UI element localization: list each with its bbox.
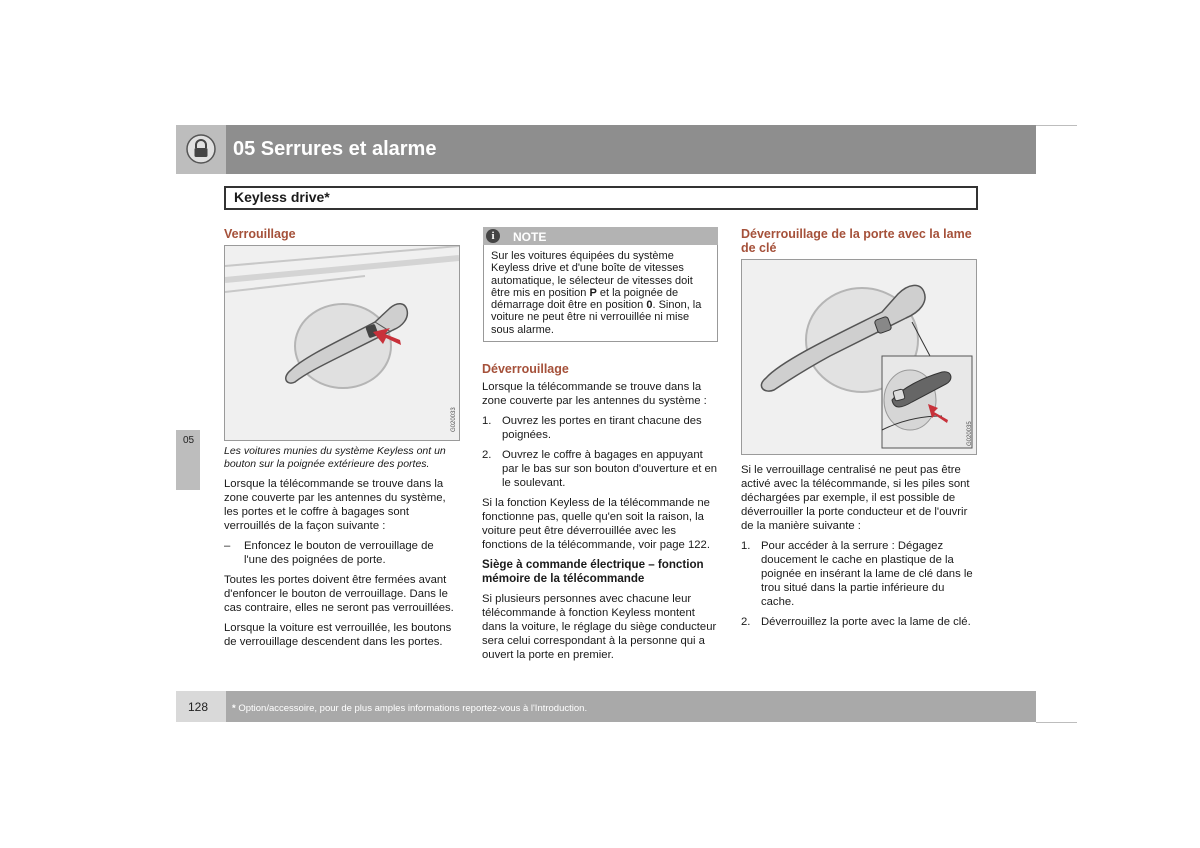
subheading-siege: Siège à commande électrique – fonction mémoire de la télécommande xyxy=(482,558,704,585)
paragraph: Si le verrouillage centralisé ne peut pas être activé avec la télécommande, si les piles sont déchargées par exemple, il est possible de déverrouiller la porte conducteur et de l'ouvrir de la manière suivante : xyxy=(741,464,970,532)
door-handle-lock-illustration xyxy=(225,246,459,440)
note-label: NOTE xyxy=(513,230,547,244)
list-number: 1. xyxy=(482,415,492,427)
footnote-star: * xyxy=(232,703,236,714)
paragraph: Lorsque la voiture est verrouillée, les boutons de verrouillage descendent dans les portes. xyxy=(224,622,452,648)
footnote xyxy=(232,703,587,714)
paragraph: Lorsque la télécommande se trouve dans la zone couverte par les antennes du système, les portes et le coffre à bagages sont verrouillés de la façon suivante : xyxy=(224,478,446,532)
note-bold-0: 0 xyxy=(646,299,653,312)
note-text-part: Sur les voitures équipées du système Keyless drive et d'une boîte de vitesses automatique, le sélecteur de vitesses doit être mis en position xyxy=(491,250,693,299)
figure-code: G020035 xyxy=(967,421,973,446)
numbered-list xyxy=(482,414,719,490)
note-text-part: et la poignée de démarrage doit être en position xyxy=(491,286,679,312)
list-number: 1. xyxy=(741,540,751,552)
column-1 xyxy=(224,227,460,655)
section-title-box xyxy=(224,186,978,210)
paragraph: Si la fonction Keyless de la télécommande ne fonctionne pas, quelle qu'en soit la raison, la voiture peut être déverrouillée avec les fonctions de la télécommande, voir page 122. xyxy=(482,497,710,551)
list-item xyxy=(482,448,719,490)
header-rule xyxy=(1036,125,1077,126)
list-marker: – xyxy=(224,540,231,552)
footnote-text: Option/accessoire, pour de plus amples informations reportez-vous à l'Introduction. xyxy=(238,703,588,714)
info-icon: i xyxy=(486,229,500,243)
figure-code: G020033 xyxy=(451,407,457,432)
list-item xyxy=(482,414,719,442)
paragraph: Si plusieurs personnes avec chacune leur télécommande à fonction Keyless montent dans la voiture, le réglage du siège conducteur sera celui correspondant à la personne qui a ouvert la porte en premier. xyxy=(482,593,717,661)
numbered-list xyxy=(741,539,977,629)
note-text-part: . Sinon, la voiture ne peut être ni verrouillée ni mise sous alarme. xyxy=(491,299,702,336)
key-blade-illustration xyxy=(742,260,976,454)
column-2 xyxy=(482,362,719,668)
list-item-text: Ouvrez les portes en tirant chacune des poignées. xyxy=(502,415,702,441)
page-number: 128 xyxy=(188,700,209,714)
note-text xyxy=(491,250,711,336)
list-item xyxy=(741,615,977,629)
paragraph: Toutes les portes doivent être fermées avant d'enfoncer le bouton de verrouillage. Dans le cas contraire, elles ne seront pas verrouillées. xyxy=(224,574,454,614)
chapter-side-tab-label: 05 xyxy=(183,435,195,446)
section-title: Keyless drive* xyxy=(234,189,330,205)
bullet-list xyxy=(224,539,460,567)
chapter-title: 05 Serrures et alarme xyxy=(233,138,437,160)
heading-deverrouillage: Déverrouillage xyxy=(482,362,569,376)
list-item-text: Enfoncez le bouton de verrouillage de l'une des poignées de porte. xyxy=(244,540,434,566)
list-item-text: Ouvrez le coffre à bagages en appuyant par le bas sur son bouton d'ouverture et en le soulevant. xyxy=(502,449,718,489)
list-number: 2. xyxy=(482,449,492,461)
list-item xyxy=(224,539,460,567)
list-item xyxy=(741,539,977,609)
heading-verrouillage: Verrouillage xyxy=(224,227,296,241)
door-handle-lock-figure xyxy=(224,245,460,441)
list-number: 2. xyxy=(741,616,751,628)
lock-icon xyxy=(186,134,216,164)
key-blade-unlock-figure xyxy=(741,259,977,455)
heading-deverrouillage-lame: Déverrouillage de la porte avec la lame de clé xyxy=(741,227,972,255)
list-item-text: Déverrouillez la porte avec la lame de clé. xyxy=(761,616,971,628)
figure-caption: Les voitures munies du système Keyless ont un bouton sur la poignée extérieure des portes. xyxy=(224,445,446,470)
paragraph: Lorsque la télécommande se trouve dans la zone couverte par les antennes du système : xyxy=(482,381,707,407)
note-bold-p: P xyxy=(589,286,597,299)
footer-rule xyxy=(1036,722,1077,723)
list-item-text: Pour accéder à la serrure : Dégagez doucement le cache en plastique de la poignée en insérant la lame de clé dans le trou situé dans la partie inférieure du cache. xyxy=(761,540,973,608)
column-3 xyxy=(741,227,977,635)
